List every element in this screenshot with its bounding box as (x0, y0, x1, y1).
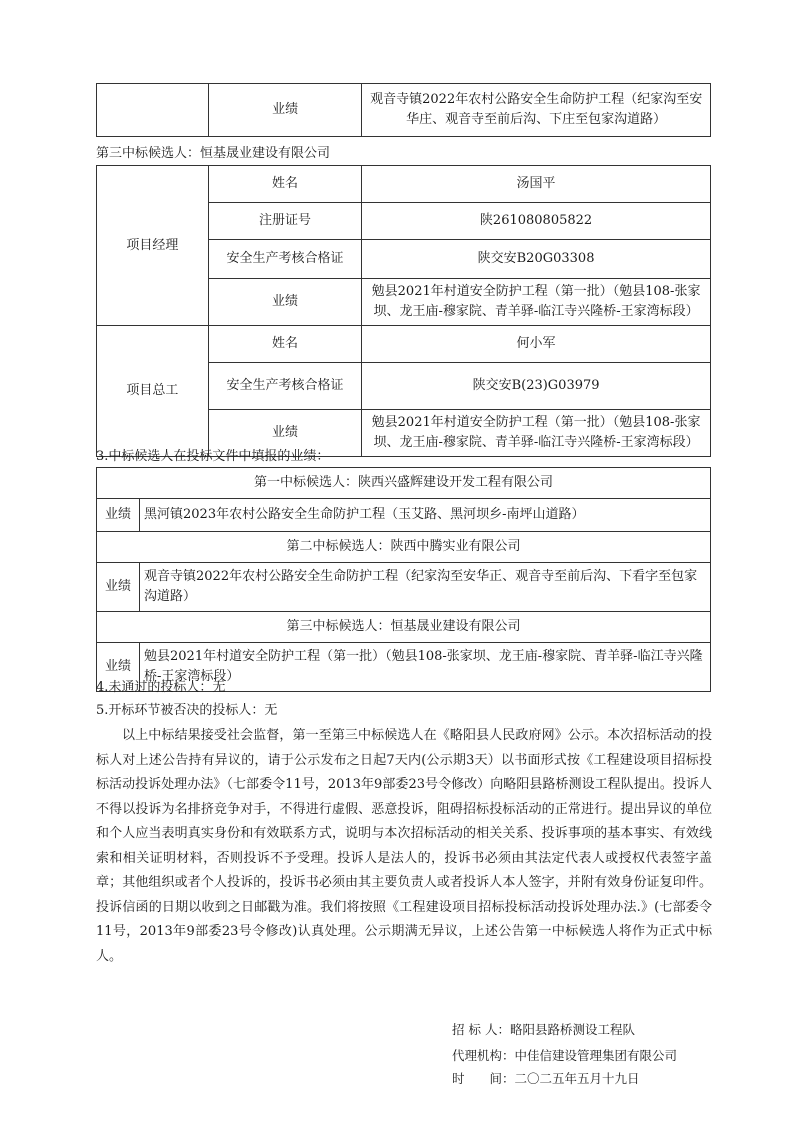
te-perf-label: 业绩 (208, 410, 361, 457)
table-row (97, 326, 711, 363)
candidate1-perf: 黑河镇2023年农村公路安全生命防护工程（玉艾路、黑河坝乡-南坪山道路） (140, 499, 711, 532)
pm-safety: 陕交安B20G03308 (362, 240, 711, 279)
agent-value: 中佳信建设管理集团有限公司 (514, 1048, 678, 1063)
candidate1-heading: 第一中标候选人：陕西兴盛辉建设开发工程有限公司 (97, 468, 711, 499)
pm-label: 项目经理 (97, 166, 209, 326)
candidate2-heading: 第二中标候选人：陕西中腾实业有限公司 (97, 532, 711, 563)
tenderer-label: 招 标 人： (452, 1022, 510, 1037)
section4-text: 4.未通过的投标人：无 (96, 680, 226, 695)
table-row (97, 84, 711, 137)
te-name: 何小军 (362, 326, 711, 363)
candidate2-perf-label: 业绩 (97, 563, 140, 612)
table-candidate-performance (96, 467, 711, 692)
section5-text: 5.开标环节被否决的投标人：无 (96, 703, 278, 718)
agent-label: 代理机构： (452, 1048, 515, 1063)
table-row (97, 563, 711, 612)
pm-safety-label: 安全生产考核合格证 (208, 240, 361, 279)
te-name-label: 姓名 (208, 326, 361, 363)
table-row (97, 468, 711, 499)
te-label: 项目总工 (97, 326, 209, 457)
pm-name: 汤国平 (362, 166, 711, 203)
perf-label: 业绩 (208, 84, 362, 137)
tenderer-value: 略阳县路桥测设工程队 (509, 1022, 635, 1037)
table-row (97, 499, 711, 532)
time-line (452, 1069, 640, 1089)
pm-reg-label: 注册证号 (208, 203, 361, 240)
tenderer-line (452, 1020, 635, 1040)
table-row (97, 612, 711, 643)
empty-cell (97, 84, 209, 137)
te-perf: 勉县2021年村道安全防护工程（第一批）（勉县108-张家坝、龙王庙-穆家院、青羊驿-临江寺兴隆桥-王家湾标段） (362, 410, 711, 457)
time-value: 二〇二五年五月十九日 (514, 1071, 640, 1086)
pm-name-label: 姓名 (208, 166, 361, 203)
candidate2-perf: 观音寺镇2022年农村公路安全生命防护工程（纪家沟至安华正、观音寺至前后沟、下看字至包家沟道路） (140, 563, 711, 612)
agent-line (452, 1046, 677, 1066)
candidate3-heading: 第三中标候选人：恒基晟业建设有限公司 (97, 612, 711, 643)
time-label: 时 间： (452, 1071, 515, 1086)
pm-perf-label: 业绩 (208, 279, 361, 326)
table-personnel (96, 165, 711, 457)
pm-reg: 陕261080805822 (362, 203, 711, 240)
third-candidate-heading: 第三中标候选人：恒基晟业建设有限公司 (96, 146, 331, 161)
table-row (97, 166, 711, 203)
te-safety: 陕交安B(23)G03979 (362, 363, 711, 410)
section3-heading: 3.中标候选人在投标文件中填报的业绩： (96, 449, 330, 464)
pm-perf: 勉县2021年村道安全防护工程（第一批）（勉县108-张家坝、龙王庙-穆家院、青羊驿-临江寺兴隆桥-王家湾标段） (362, 279, 711, 326)
notice-paragraph: 以上中标结果接受社会监督，第一至第三中标候选人在《略阳县人民政府网》公示。本次招标活动的投标人对上述公告持有异议的，请于公示发布之日起7天内(公示期3天）以书面形式按《工程建设项目招标投标活动投诉处理办法》（七部委令11号，2013年9部委23号令修改）向略阳县路桥测设工程队提出。投诉人不得以投诉为名排挤竞争对手，不得进行虚假、恶意投诉，阻碍招标投标活动的正常进行。提出异议的单位和个人应当表明真实身份和有效联系方式，说明与本次招标活动的相关关系、投诉事项的基本事实、有效线索和相关证明材料，否则投诉不予受理。投诉人是法人的，投诉书必须由其法定代表人或授权代表签字盖章；其他组织或者个人投诉的，投诉书必须由其主要负责人或者投诉人本人签字，并附有效身份证复印件。投诉信函的日期以收到之日邮戳为准。我们将按照《工程建设项目招标投标活动投诉处理办法.》(七部委令11号，2013年9部委23号令修改)认真处理。公示期满无异议，上述公告第一中标候选人将作为正式中标人。 (96, 728, 712, 964)
perf-value: 观音寺镇2022年农村公路安全生命防护工程（纪家沟至安华庄、观音寺至前后沟、下庄至包家沟道路） (362, 84, 711, 137)
candidate3-perf-label: 业绩 (97, 643, 140, 692)
candidate3-perf: 勉县2021年村道安全防护工程（第一批）（勉县108-张家坝、龙王庙-穆家院、青羊驿-临江寺兴隆桥-王家湾标段） (140, 643, 711, 692)
table-continuation (96, 83, 711, 137)
candidate1-perf-label: 业绩 (97, 499, 140, 532)
table-row (97, 532, 711, 563)
te-safety-label: 安全生产考核合格证 (208, 363, 361, 410)
